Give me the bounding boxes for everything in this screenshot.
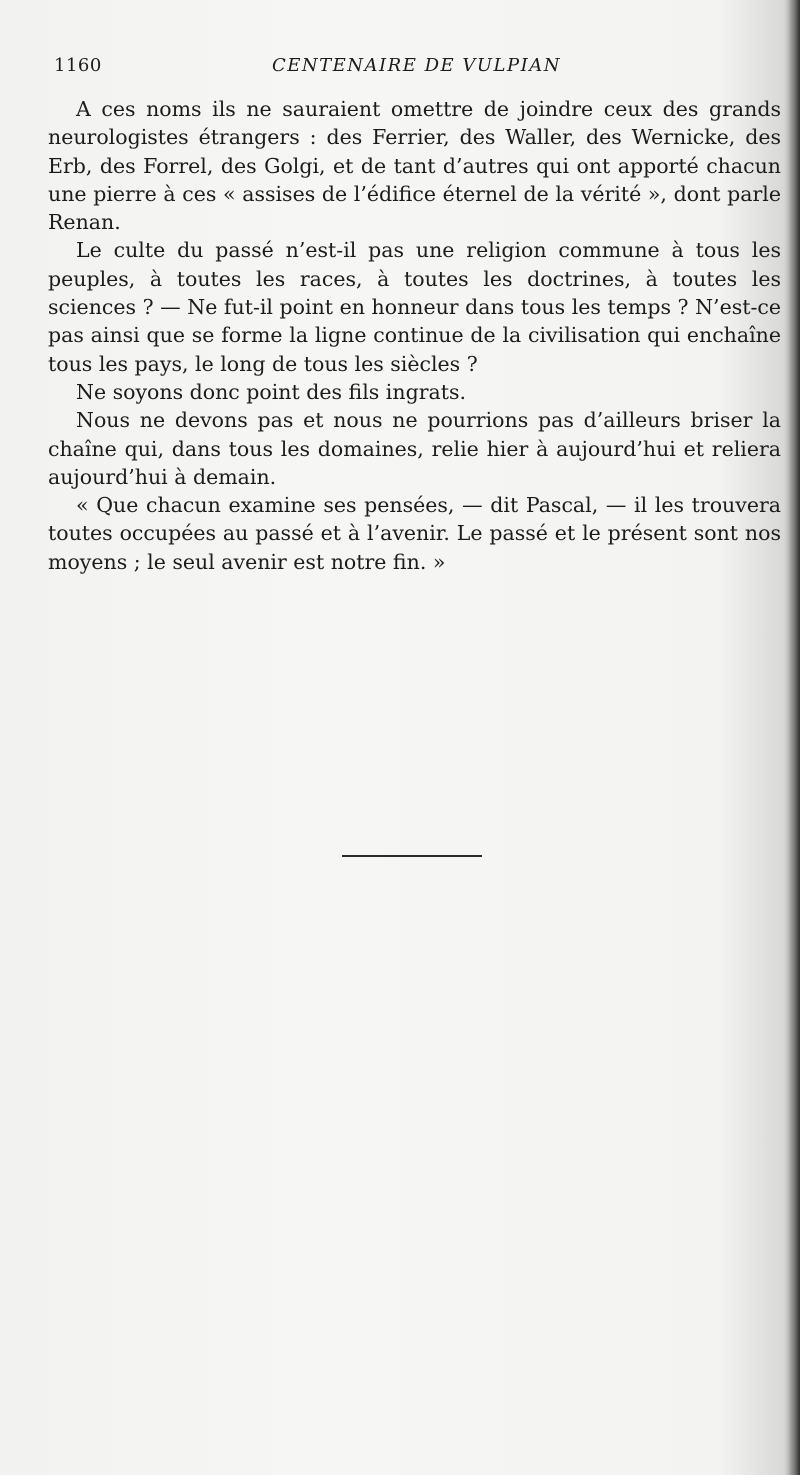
paragraph-3: Ne soyons donc point des fils ingrats. [76, 379, 466, 404]
page-number: 1160 [54, 55, 102, 76]
end-rule [342, 855, 482, 857]
paragraph-2: Le culte du passé n’est-il pas une religion commune à tous les peuples, à toutes les races, à toutes les doctrines, à toutes les sciences ? — Ne fut-il point en honneur dans tous les temps ? N’est-ce pas ainsi que se forme la ligne continue de la civilisation qui enchaîne tous les pays, le long de tous les siècles ? [48, 238, 781, 376]
running-title: CENTENAIRE DE VULPIAN [272, 55, 561, 76]
page-header [50, 55, 750, 85]
paragraph-4: Nous ne devons pas et nous ne pourrions pas d’ailleurs briser la chaîne qui, dans tous les domaines, relie hier à aujourd’hui et reliera aujourd’hui à demain. [48, 408, 781, 489]
page-edge-shadow [788, 0, 800, 1475]
paragraph-1: A ces noms ils ne sauraient omettre de joindre ceux des grands neurologistes étrangers : des Ferrier, des Waller, des Wernicke, des Erb, des Forrel, des Golgi, et de tant d’autres qui ont apporté chacun une pierre à ces « assises de l’édifice éternel de la vérité », dont parle Renan. [48, 97, 781, 235]
paragraph-5: « Que chacun examine ses pensées, — dit Pascal, — il les trouvera toutes occupées au passé et à l’avenir. Le passé et le présent sont nos moyens ; le seul avenir est notre fin. » [48, 493, 781, 574]
body-text [48, 95, 781, 576]
